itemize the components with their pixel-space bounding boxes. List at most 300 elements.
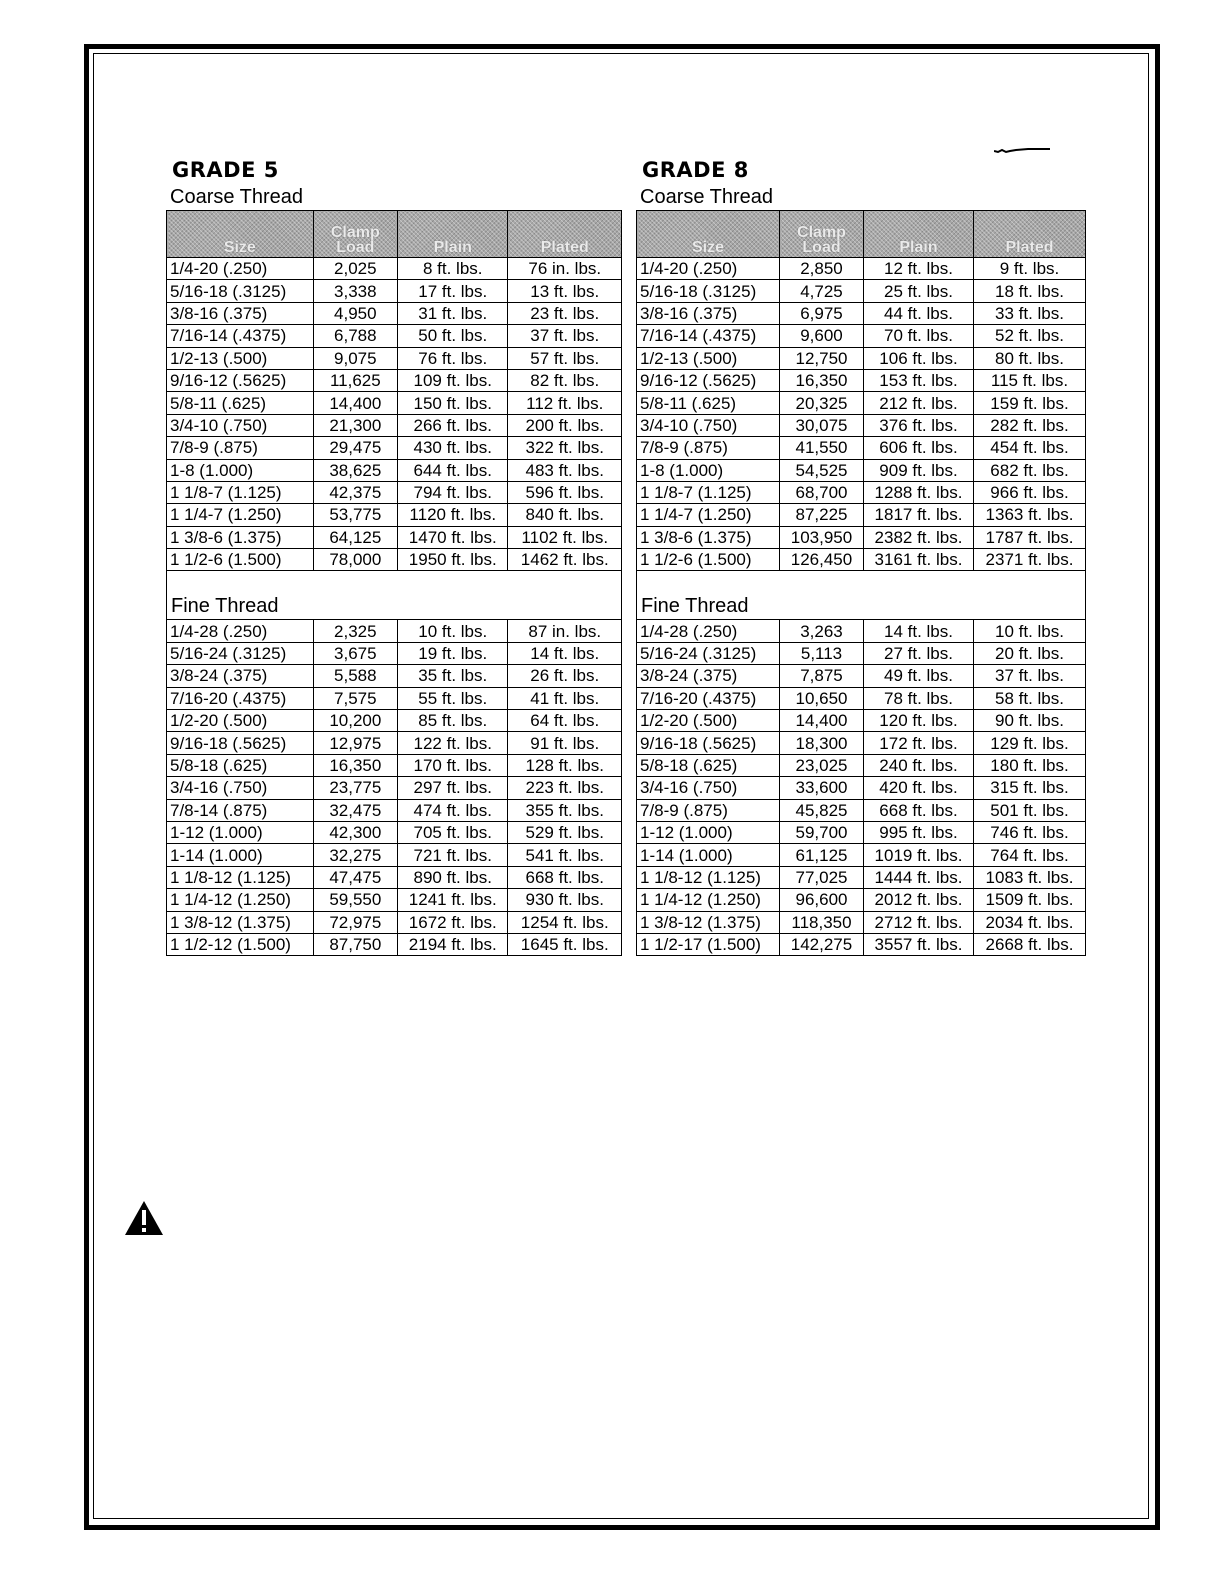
- cell-plated: 930 ft. lbs.: [508, 889, 622, 911]
- cell-plain: 1120 ft. lbs.: [398, 504, 508, 526]
- cell-clamp-load: 42,375: [313, 481, 397, 503]
- cell-plated: 57 ft. lbs.: [508, 347, 622, 369]
- table-row: [637, 799, 1086, 821]
- header-clamp-line1: Clamp: [330, 224, 380, 241]
- cell-size: 3/4-10 (.750): [637, 414, 780, 436]
- cell-size: 1 3/8-12 (1.375): [167, 911, 314, 933]
- table-row: [167, 933, 622, 955]
- cell-clamp-load: 68,700: [780, 481, 864, 503]
- cell-plain: 31 ft. lbs.: [398, 302, 508, 324]
- cell-plain: 1950 ft. lbs.: [398, 549, 508, 571]
- cell-clamp-load: 6,975: [780, 302, 864, 324]
- table-row: [637, 732, 1086, 754]
- cell-plated: 2668 ft. lbs.: [974, 933, 1086, 955]
- header-size: Size: [167, 211, 314, 258]
- table-row: [637, 665, 1086, 687]
- cell-size: 1/2-13 (.500): [167, 347, 314, 369]
- cell-plated: 2034 ft. lbs.: [974, 911, 1086, 933]
- cell-plain: 44 ft. lbs.: [864, 302, 974, 324]
- cell-plated: 322 ft. lbs.: [508, 437, 622, 459]
- cell-clamp-load: 3,263: [780, 620, 864, 642]
- cell-clamp-load: 23,775: [313, 777, 397, 799]
- cell-plain: 49 ft. lbs.: [864, 665, 974, 687]
- cell-plain: 1019 ft. lbs.: [864, 844, 974, 866]
- cell-size: 1 1/2-6 (1.500): [167, 549, 314, 571]
- grade8-coarse-rows: [637, 258, 1086, 571]
- cell-size: 1-8 (1.000): [167, 459, 314, 481]
- table-row: [637, 369, 1086, 391]
- cell-plated: 355 ft. lbs.: [508, 799, 622, 821]
- cell-size: 7/8-9 (.875): [637, 437, 780, 459]
- handwritten-mark: [994, 146, 1050, 154]
- cell-clamp-load: 16,350: [313, 754, 397, 776]
- cell-clamp-load: 2,850: [780, 258, 864, 280]
- cell-size: 5/16-18 (.3125): [637, 280, 780, 302]
- table-row: [167, 911, 622, 933]
- grade8-title: GRADE 8: [642, 158, 749, 182]
- cell-plain: 240 ft. lbs.: [864, 754, 974, 776]
- cell-plain: 606 ft. lbs.: [864, 437, 974, 459]
- table-row: [167, 866, 622, 888]
- cell-plain: 50 ft. lbs.: [398, 325, 508, 347]
- cell-plain: 2194 ft. lbs.: [398, 933, 508, 955]
- table-row: [637, 549, 1086, 571]
- table-row: [167, 414, 622, 436]
- table-row: [167, 889, 622, 911]
- table-row: [167, 369, 622, 391]
- cell-clamp-load: 30,075: [780, 414, 864, 436]
- header-plain: Plain: [398, 211, 508, 258]
- cell-clamp-load: 9,600: [780, 325, 864, 347]
- table-row: [637, 866, 1086, 888]
- cell-plain: 721 ft. lbs.: [398, 844, 508, 866]
- table-row: [637, 889, 1086, 911]
- header-clamp-load: [313, 211, 397, 258]
- cell-size: 1 1/4-12 (1.250): [167, 889, 314, 911]
- table-row: [167, 325, 622, 347]
- cell-plated: 76 in. lbs.: [508, 258, 622, 280]
- cell-plain: 120 ft. lbs.: [864, 710, 974, 732]
- table-row: [167, 777, 622, 799]
- cell-size: 1 1/2-12 (1.500): [167, 933, 314, 955]
- cell-plated: 454 ft. lbs.: [974, 437, 1086, 459]
- table-row: [637, 911, 1086, 933]
- table-row: [167, 754, 622, 776]
- cell-plain: 122 ft. lbs.: [398, 732, 508, 754]
- cell-plain: 35 ft. lbs.: [398, 665, 508, 687]
- cell-plated: 200 ft. lbs.: [508, 414, 622, 436]
- cell-plain: 376 ft. lbs.: [864, 414, 974, 436]
- cell-plain: 3557 ft. lbs.: [864, 933, 974, 955]
- table-row: [637, 347, 1086, 369]
- cell-plain: 3161 ft. lbs.: [864, 549, 974, 571]
- header-plain: Plain: [864, 211, 974, 258]
- cell-plain: 1444 ft. lbs.: [864, 866, 974, 888]
- cell-size: 1/4-20 (.250): [637, 258, 780, 280]
- cell-plain: 794 ft. lbs.: [398, 481, 508, 503]
- cell-plated: 1083 ft. lbs.: [974, 866, 1086, 888]
- cell-clamp-load: 7,575: [313, 687, 397, 709]
- header-clamp-line1: Clamp: [797, 224, 846, 241]
- table-row: [637, 844, 1086, 866]
- table-row: [167, 526, 622, 548]
- table-row: [637, 620, 1086, 642]
- cell-plated: 91 ft. lbs.: [508, 732, 622, 754]
- cell-plated: 87 in. lbs.: [508, 620, 622, 642]
- header-plated: Plated: [508, 211, 622, 258]
- cell-clamp-load: 87,750: [313, 933, 397, 955]
- cell-plain: 10 ft. lbs.: [398, 620, 508, 642]
- table-row: [637, 687, 1086, 709]
- table-row: [637, 302, 1086, 324]
- cell-plain: 55 ft. lbs.: [398, 687, 508, 709]
- cell-plain: 8 ft. lbs.: [398, 258, 508, 280]
- cell-clamp-load: 78,000: [313, 549, 397, 571]
- cell-plated: 23 ft. lbs.: [508, 302, 622, 324]
- cell-size: 1-12 (1.000): [637, 821, 780, 843]
- cell-plain: 70 ft. lbs.: [864, 325, 974, 347]
- cell-plated: 483 ft. lbs.: [508, 459, 622, 481]
- table-row: [167, 302, 622, 324]
- cell-plated: 33 ft. lbs.: [974, 302, 1086, 324]
- grade8-block: [636, 158, 1086, 956]
- cell-plain: 1241 ft. lbs.: [398, 889, 508, 911]
- cell-size: 3/4-16 (.750): [637, 777, 780, 799]
- cell-clamp-load: 4,950: [313, 302, 397, 324]
- table-row: [637, 504, 1086, 526]
- cell-plated: 37 ft. lbs.: [508, 325, 622, 347]
- cell-size: 5/8-18 (.625): [167, 754, 314, 776]
- cell-size: 9/16-12 (.5625): [167, 369, 314, 391]
- cell-clamp-load: 32,275: [313, 844, 397, 866]
- cell-plated: 90 ft. lbs.: [974, 710, 1086, 732]
- cell-size: 7/8-9 (.875): [637, 799, 780, 821]
- table-row: [637, 280, 1086, 302]
- cell-plated: 596 ft. lbs.: [508, 481, 622, 503]
- cell-plain: 106 ft. lbs.: [864, 347, 974, 369]
- cell-size: 5/16-18 (.3125): [167, 280, 314, 302]
- table-row: [637, 526, 1086, 548]
- cell-size: 7/16-14 (.4375): [167, 325, 314, 347]
- cell-size: 3/8-24 (.375): [637, 665, 780, 687]
- cell-clamp-load: 12,750: [780, 347, 864, 369]
- cell-plated: 966 ft. lbs.: [974, 481, 1086, 503]
- grade5-fine-gap: [166, 571, 622, 619]
- cell-clamp-load: 126,450: [780, 549, 864, 571]
- table-row: [167, 258, 622, 280]
- cell-clamp-load: 59,550: [313, 889, 397, 911]
- cell-clamp-load: 3,675: [313, 642, 397, 664]
- cell-plain: 172 ft. lbs.: [864, 732, 974, 754]
- cell-size: 3/4-10 (.750): [167, 414, 314, 436]
- cell-clamp-load: 72,975: [313, 911, 397, 933]
- grade5-coarse-table: [166, 210, 622, 571]
- cell-clamp-load: 96,600: [780, 889, 864, 911]
- cell-clamp-load: 2,325: [313, 620, 397, 642]
- table-row: [637, 459, 1086, 481]
- cell-plated: 64 ft. lbs.: [508, 710, 622, 732]
- cell-plated: 9 ft. lbs.: [974, 258, 1086, 280]
- cell-plated: 1509 ft. lbs.: [974, 889, 1086, 911]
- grade5-fine-label: Fine Thread: [171, 595, 279, 618]
- cell-size: 1 1/8-7 (1.125): [167, 481, 314, 503]
- cell-plated: 2371 ft. lbs.: [974, 549, 1086, 571]
- cell-size: 1/4-28 (.250): [167, 620, 314, 642]
- cell-size: 5/8-11 (.625): [167, 392, 314, 414]
- table-row: [637, 777, 1086, 799]
- cell-size: 1-12 (1.000): [167, 821, 314, 843]
- cell-plated: 1254 ft. lbs.: [508, 911, 622, 933]
- cell-clamp-load: 45,825: [780, 799, 864, 821]
- table-row: [167, 504, 622, 526]
- cell-plated: 159 ft. lbs.: [974, 392, 1086, 414]
- cell-clamp-load: 10,200: [313, 710, 397, 732]
- cell-plated: 282 ft. lbs.: [974, 414, 1086, 436]
- cell-plain: 668 ft. lbs.: [864, 799, 974, 821]
- table-row: [637, 821, 1086, 843]
- cell-plated: 1102 ft. lbs.: [508, 526, 622, 548]
- cell-size: 1-14 (1.000): [637, 844, 780, 866]
- cell-clamp-load: 38,625: [313, 459, 397, 481]
- grade5-fine-rows: [167, 620, 622, 956]
- cell-size: 1 3/8-6 (1.375): [167, 526, 314, 548]
- cell-clamp-load: 4,725: [780, 280, 864, 302]
- cell-size: 5/16-24 (.3125): [167, 642, 314, 664]
- cell-size: 1/2-20 (.500): [637, 710, 780, 732]
- grade8-fine-rows: [637, 620, 1086, 956]
- cell-plain: 170 ft. lbs.: [398, 754, 508, 776]
- cell-plated: 80 ft. lbs.: [974, 347, 1086, 369]
- table-header-row: [637, 211, 1086, 258]
- cell-clamp-load: 41,550: [780, 437, 864, 459]
- cell-size: 1 1/4-12 (1.250): [637, 889, 780, 911]
- cell-plain: 705 ft. lbs.: [398, 821, 508, 843]
- table-row: [167, 710, 622, 732]
- table-row: [167, 620, 622, 642]
- cell-plated: 52 ft. lbs.: [974, 325, 1086, 347]
- cell-plated: 315 ft. lbs.: [974, 777, 1086, 799]
- cell-plated: 58 ft. lbs.: [974, 687, 1086, 709]
- cell-clamp-load: 3,338: [313, 280, 397, 302]
- table-row: [637, 258, 1086, 280]
- cell-size: 9/16-18 (.5625): [167, 732, 314, 754]
- cell-size: 3/8-24 (.375): [167, 665, 314, 687]
- table-row: [637, 754, 1086, 776]
- cell-size: 7/16-14 (.4375): [637, 325, 780, 347]
- cell-plated: 668 ft. lbs.: [508, 866, 622, 888]
- cell-size: 5/8-11 (.625): [637, 392, 780, 414]
- cell-plain: 266 ft. lbs.: [398, 414, 508, 436]
- table-row: [637, 933, 1086, 955]
- table-row: [167, 280, 622, 302]
- table-row: [167, 549, 622, 571]
- cell-plain: 76 ft. lbs.: [398, 347, 508, 369]
- cell-plain: 153 ft. lbs.: [864, 369, 974, 391]
- cell-plated: 1787 ft. lbs.: [974, 526, 1086, 548]
- cell-clamp-load: 103,950: [780, 526, 864, 548]
- cell-plated: 115 ft. lbs.: [974, 369, 1086, 391]
- cell-plain: 1817 ft. lbs.: [864, 504, 974, 526]
- cell-plain: 109 ft. lbs.: [398, 369, 508, 391]
- cell-clamp-load: 142,275: [780, 933, 864, 955]
- table-row: [167, 392, 622, 414]
- cell-clamp-load: 11,625: [313, 369, 397, 391]
- table-row: [637, 710, 1086, 732]
- cell-size: 1/2-13 (.500): [637, 347, 780, 369]
- table-row: [167, 821, 622, 843]
- cell-size: 1/2-20 (.500): [167, 710, 314, 732]
- cell-plain: 1470 ft. lbs.: [398, 526, 508, 548]
- grade5-block: [166, 158, 622, 956]
- cell-size: 9/16-12 (.5625): [637, 369, 780, 391]
- table-row: [637, 437, 1086, 459]
- cell-size: 1 1/8-12 (1.125): [637, 866, 780, 888]
- cell-clamp-load: 61,125: [780, 844, 864, 866]
- cell-plain: 25 ft. lbs.: [864, 280, 974, 302]
- table-header-row: [167, 211, 622, 258]
- grade8-coarse-label: Coarse Thread: [640, 186, 774, 208]
- grade8-fine-label: Fine Thread: [641, 595, 749, 618]
- table-row: [167, 799, 622, 821]
- cell-plated: 129 ft. lbs.: [974, 732, 1086, 754]
- table-row: [637, 414, 1086, 436]
- cell-clamp-load: 6,788: [313, 325, 397, 347]
- cell-plain: 27 ft. lbs.: [864, 642, 974, 664]
- cell-plated: 41 ft. lbs.: [508, 687, 622, 709]
- table-row: [167, 437, 622, 459]
- cell-plated: 746 ft. lbs.: [974, 821, 1086, 843]
- cell-size: 1/4-28 (.250): [637, 620, 780, 642]
- cell-clamp-load: 18,300: [780, 732, 864, 754]
- cell-plated: 840 ft. lbs.: [508, 504, 622, 526]
- cell-clamp-load: 23,025: [780, 754, 864, 776]
- table-row: [637, 325, 1086, 347]
- cell-plated: 501 ft. lbs.: [974, 799, 1086, 821]
- cell-size: 5/8-18 (.625): [637, 754, 780, 776]
- cell-plain: 17 ft. lbs.: [398, 280, 508, 302]
- cell-clamp-load: 20,325: [780, 392, 864, 414]
- grade5-fine-table: [166, 619, 622, 956]
- grade8-fine-table: [636, 619, 1086, 956]
- cell-plated: 26 ft. lbs.: [508, 665, 622, 687]
- cell-size: 1 1/2-6 (1.500): [637, 549, 780, 571]
- cell-clamp-load: 64,125: [313, 526, 397, 548]
- cell-plated: 10 ft. lbs.: [974, 620, 1086, 642]
- cell-plated: 18 ft. lbs.: [974, 280, 1086, 302]
- table-row: [167, 844, 622, 866]
- cell-plain: 420 ft. lbs.: [864, 777, 974, 799]
- cell-plated: 764 ft. lbs.: [974, 844, 1086, 866]
- cell-clamp-load: 77,025: [780, 866, 864, 888]
- header-plated: Plated: [974, 211, 1086, 258]
- cell-size: 1 3/8-6 (1.375): [637, 526, 780, 548]
- cell-plain: 14 ft. lbs.: [864, 620, 974, 642]
- cell-size: 9/16-18 (.5625): [637, 732, 780, 754]
- cell-size: 3/8-16 (.375): [637, 302, 780, 324]
- cell-clamp-load: 14,400: [313, 392, 397, 414]
- grade5-coarse-rows: [167, 258, 622, 571]
- cell-plated: 112 ft. lbs.: [508, 392, 622, 414]
- grade8-coarse-table: [636, 210, 1086, 571]
- cell-plated: 128 ft. lbs.: [508, 754, 622, 776]
- header-clamp-line2: Load: [336, 239, 375, 256]
- cell-size: 1 1/2-17 (1.500): [637, 933, 780, 955]
- cell-clamp-load: 53,775: [313, 504, 397, 526]
- cell-size: 1 1/8-7 (1.125): [637, 481, 780, 503]
- cell-clamp-load: 12,975: [313, 732, 397, 754]
- grade8-fine-gap: [636, 571, 1086, 619]
- cell-clamp-load: 16,350: [780, 369, 864, 391]
- cell-size: 1 1/4-7 (1.250): [637, 504, 780, 526]
- cell-plated: 20 ft. lbs.: [974, 642, 1086, 664]
- cell-clamp-load: 32,475: [313, 799, 397, 821]
- cell-plated: 223 ft. lbs.: [508, 777, 622, 799]
- cell-plated: 37 ft. lbs.: [974, 665, 1086, 687]
- header-clamp-load: [780, 211, 864, 258]
- cell-clamp-load: 42,300: [313, 821, 397, 843]
- cell-clamp-load: 87,225: [780, 504, 864, 526]
- table-row: [167, 665, 622, 687]
- cell-size: 1 1/4-7 (1.250): [167, 504, 314, 526]
- grade5-title: GRADE 5: [172, 158, 279, 182]
- cell-clamp-load: 10,650: [780, 687, 864, 709]
- cell-clamp-load: 33,600: [780, 777, 864, 799]
- cell-size: 7/8-14 (.875): [167, 799, 314, 821]
- cell-size: 7/16-20 (.4375): [167, 687, 314, 709]
- cell-clamp-load: 59,700: [780, 821, 864, 843]
- cell-plain: 85 ft. lbs.: [398, 710, 508, 732]
- cell-plain: 212 ft. lbs.: [864, 392, 974, 414]
- cell-plain: 19 ft. lbs.: [398, 642, 508, 664]
- header-size: Size: [637, 211, 780, 258]
- cell-plain: 12 ft. lbs.: [864, 258, 974, 280]
- cell-plated: 682 ft. lbs.: [974, 459, 1086, 481]
- cell-clamp-load: 47,475: [313, 866, 397, 888]
- cell-plated: 1462 ft. lbs.: [508, 549, 622, 571]
- cell-plain: 430 ft. lbs.: [398, 437, 508, 459]
- cell-plain: 890 ft. lbs.: [398, 866, 508, 888]
- cell-plain: 644 ft. lbs.: [398, 459, 508, 481]
- cell-plated: 1363 ft. lbs.: [974, 504, 1086, 526]
- table-row: [167, 642, 622, 664]
- cell-plain: 995 ft. lbs.: [864, 821, 974, 843]
- cell-clamp-load: 2,025: [313, 258, 397, 280]
- table-row: [167, 732, 622, 754]
- cell-plain: 1288 ft. lbs.: [864, 481, 974, 503]
- cell-size: 3/8-16 (.375): [167, 302, 314, 324]
- cell-plain: 1672 ft. lbs.: [398, 911, 508, 933]
- table-row: [637, 642, 1086, 664]
- cell-plain: 2712 ft. lbs.: [864, 911, 974, 933]
- cell-size: 1-14 (1.000): [167, 844, 314, 866]
- cell-plated: 13 ft. lbs.: [508, 280, 622, 302]
- cell-clamp-load: 5,113: [780, 642, 864, 664]
- cell-plain: 150 ft. lbs.: [398, 392, 508, 414]
- table-row: [637, 392, 1086, 414]
- cell-clamp-load: 9,075: [313, 347, 397, 369]
- cell-size: 7/8-9 (.875): [167, 437, 314, 459]
- cell-plain: 909 ft. lbs.: [864, 459, 974, 481]
- table-row: [167, 687, 622, 709]
- cell-size: 1-8 (1.000): [637, 459, 780, 481]
- cell-size: 1/4-20 (.250): [167, 258, 314, 280]
- cell-plated: 529 ft. lbs.: [508, 821, 622, 843]
- cell-clamp-load: 54,525: [780, 459, 864, 481]
- cell-plated: 180 ft. lbs.: [974, 754, 1086, 776]
- cell-plain: 2382 ft. lbs.: [864, 526, 974, 548]
- cell-plated: 14 ft. lbs.: [508, 642, 622, 664]
- table-row: [637, 481, 1086, 503]
